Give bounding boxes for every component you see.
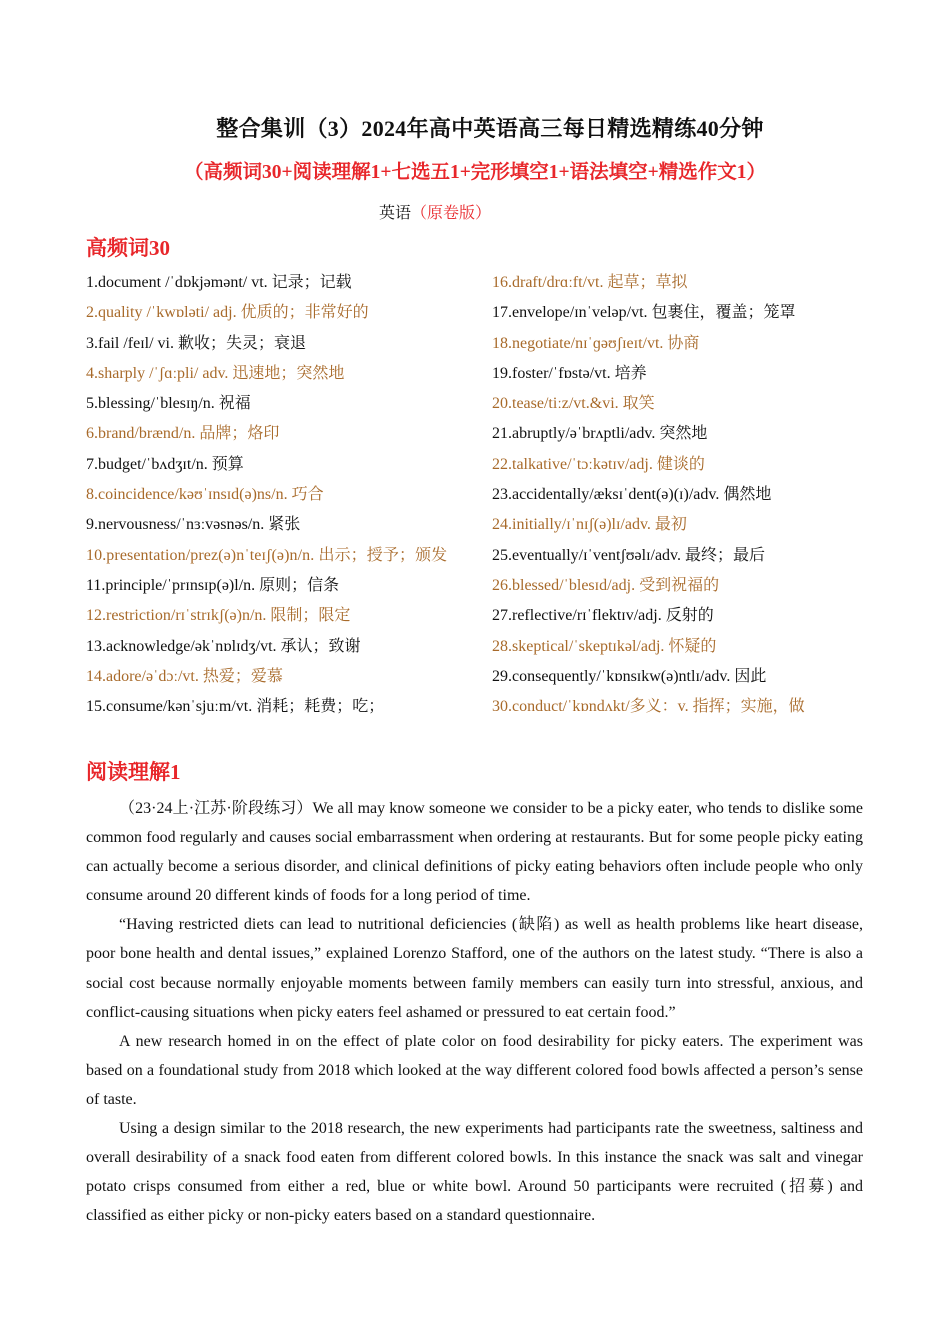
vocab-item: 11.principle/ˈprɪnsɪp(ə)l/n. 原则；信条 — [86, 576, 340, 594]
vocab-item: 19.foster/ˈfɒstə/vt. 培养 — [492, 364, 647, 382]
vocab-column-left — [86, 268, 466, 722]
vocab-item: 23.accidentally/æksɪˈdent(ə)(ɪ)/adv. 偶然地 — [492, 486, 772, 504]
vocab-item: 22.talkative/ˈtɔːkətɪv/adj. 健谈的 — [492, 455, 705, 473]
vocab-item: 24.initially/ɪˈnɪʃ(ə)lɪ/adv. 最初 — [492, 516, 687, 534]
document-title: 整合集训（3）2024年高中英语高三每日精选精练40分钟 — [216, 116, 764, 141]
vocab-item: 2.quality /ˈkwɒləti/ adj. 优质的；非常好的 — [86, 304, 369, 322]
vocab-item: 21.abruptly/əˈbrʌptli/adv. 突然地 — [492, 425, 708, 443]
vocab-item: 14.adore/əˈdɔː/vt. 热爱；爱慕 — [86, 667, 283, 685]
subject-label: 英语 — [378, 205, 411, 222]
vocab-item: 1.document /ˈdɒkjəmənt/ vt. 记录；记载 — [86, 274, 352, 291]
vocab-item: 25.eventually/ɪˈventʃʊəlɪ/adv. 最终；最后 — [492, 546, 766, 564]
vocab-item: 5.blessing/ˈblesɪŋ/n. 祝福 — [86, 395, 251, 413]
vocab-item: 18.negotiate/nɪˈɡəʊʃɪeɪt/vt. 协商 — [492, 334, 700, 352]
vocab-item: 13.acknowledge/əkˈnɒlɪdʒ/vt. 承认；致谢 — [86, 637, 361, 655]
vocab-item: 30.conduct/ˈkɒndʌkt/多义：v. 指挥；实施，做 — [492, 698, 805, 716]
passage-paragraph: （23·24上·江苏·阶段练习）We all may know someone we consider to be a picky eater, who tends to dislike some common food regularly and causes social embarrassment when ordering at restaurants. But for some people picky eating can actually become a serious disorder, and clinical definitions of picky eating behaviors often include people who only consume around 20 different kinds of foods for a long period of time. — [86, 800, 863, 905]
vocab-item: 6.brand/brænd/n. 品牌；烙印 — [86, 425, 280, 443]
vocab-item: 8.coincidence/kəʊˈɪnsɪd(ə)ns/n. 巧合 — [86, 486, 324, 504]
vocab-item: 3.fail /feɪl/ vi. 歉收；失灵；衰退 — [86, 334, 306, 352]
reading-passage — [86, 794, 863, 1230]
vocab-item: 15.consume/kənˈsjuːm/vt. 消耗；耗费；吃； — [86, 698, 385, 716]
passage-paragraph: A new research homed in on the effect of plate color on food desirability for picky eaters. The experiment was based on a foundational study from 2018 which looked at the way different colored food bowls affected a person’s sense of taste. — [86, 1032, 863, 1108]
vocab-item: 7.budget/ˈbʌdʒɪt/n. 预算 — [86, 455, 244, 473]
subject-line — [0, 200, 870, 223]
vocab-item: 20.tease/tiːz/vt.&vi. 取笑 — [492, 395, 655, 413]
vocab-item: 28.skeptical/ˈskeptɪkəl/adj. 怀疑的 — [492, 637, 717, 655]
version-label: （原卷版） — [411, 205, 492, 222]
vocab-item: 4.sharply /ˈʃɑːpli/ adv. 迅速地；突然地 — [86, 364, 345, 382]
vocab-item: 26.blessed/ˈblesɪd/adj. 受到祝福的 — [492, 576, 720, 594]
vocab-column-right — [492, 268, 872, 722]
vocab-item: 29.consequently/ˈkɒnsɪkw(ə)ntlɪ/adv. 因此 — [492, 667, 767, 685]
vocab-item: 16.draft/drɑːft/vt. 起草；草拟 — [492, 274, 688, 291]
reading-section-heading: 阅读理解1 — [86, 760, 181, 784]
vocab-item: 12.restriction/rɪˈstrɪkʃ(ə)n/n. 限制；限定 — [86, 607, 351, 625]
vocab-item: 17.envelope/ɪnˈveləp/vt. 包裹住，覆盖；笼罩 — [492, 304, 796, 322]
vocab-section-heading: 高频词30 — [86, 236, 170, 260]
vocab-item: 10.presentation/prez(ə)nˈteɪʃ(ə)n/n. 出示；授予；颁发 — [86, 546, 448, 564]
vocab-item: 27.reflective/rɪˈflektɪv/adj. 反射的 — [492, 607, 714, 625]
vocab-item: 9.nervousness/ˈnɜːvəsnəs/n. 紧张 — [86, 516, 301, 534]
passage-paragraph: Using a design similar to the 2018 research, the new experiments had participants rate the sweetness, saltiness and overall desirability of a snack food eaten from different colored bowls. In this instance the snack was salt and vinegar potato crisps consumed from either a red, blue or white bowl. Around 50 participants were recruited (招募) and classified as either picky or non-picky eaters based on a standard questionnaire. — [86, 1120, 863, 1225]
document-subtitle: （高频词30+阅读理解1+七选五1+完形填空1+语法填空+精选作文1） — [183, 162, 767, 183]
passage-paragraph: “Having restricted diets can lead to nutritional deficiencies (缺陷) as well as health problems like heart disease, poor bone health and dental issues,” explained Lorenzo Stafford, one of the authors on the latest study. “There is also a social cost because normally enjoyable moments between family members can easily turn into stressful, anxious, and conflict-causing situations when picky eaters feel ashamed or pressured to eat certain food.” — [86, 916, 863, 1021]
